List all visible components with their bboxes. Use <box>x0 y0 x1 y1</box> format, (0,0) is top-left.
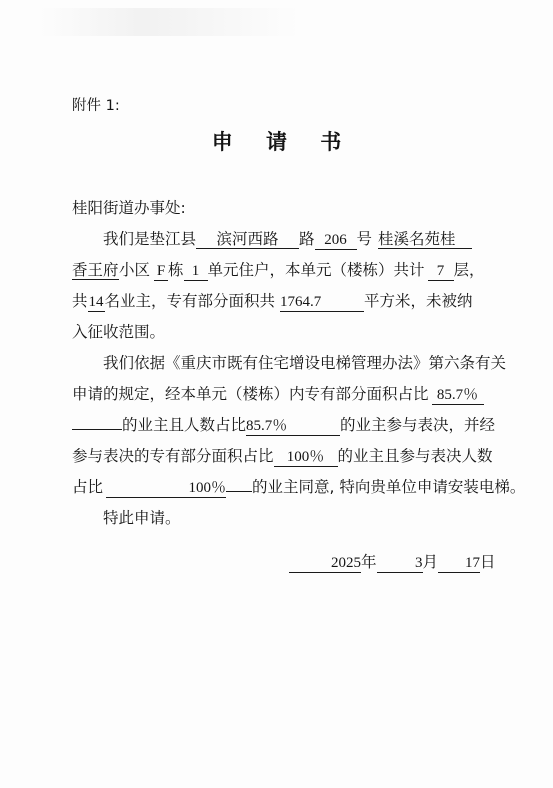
date-year-field: 2025 <box>289 555 361 573</box>
p1-text-10: 平方米，未被纳 <box>364 292 473 310</box>
p2-line1: 我们依据《重庆市既有住宅增设电梯管理办法》第六条有关 <box>103 354 507 372</box>
community-name-part2: 香王府 <box>72 261 119 279</box>
date-month-field: 3 <box>377 555 423 573</box>
road-number-field: 206 <box>315 232 357 250</box>
attachment-label: 附件 1: <box>72 98 120 114</box>
p1-text-6: 单元住户，本单元（楼栋）共计 <box>207 261 425 279</box>
p2-text-6: 的业主且参与表决人数 <box>337 447 493 465</box>
p1-text-7: 层， <box>453 261 485 279</box>
p1-line3 <box>72 291 473 312</box>
agree-people-ratio-blank-tail <box>226 491 252 492</box>
p1-text-2: 路 <box>299 230 315 248</box>
scan-artifact <box>40 8 300 36</box>
p2-line2 <box>72 384 484 405</box>
owners-field: 14 <box>88 294 104 310</box>
people-ratio-field: 85.7％ <box>246 418 340 436</box>
date-month-label: 月 <box>422 553 439 571</box>
addressee: 桂阳街道办事处: <box>72 199 186 217</box>
area-field: 1764.7 <box>280 294 364 312</box>
unit-field: 1 <box>184 263 208 281</box>
document-title: 申 请 书 <box>211 130 355 154</box>
floors-field: 7 <box>428 263 454 281</box>
p2-line5 <box>72 477 525 498</box>
p2-text-5: 参与表决的专有部分面积占比 <box>72 447 274 465</box>
p2-line3 <box>72 415 495 436</box>
p1-line4: 入征收范围。 <box>72 323 166 341</box>
building-field: F <box>154 263 168 281</box>
p1-text-4: 小区 <box>119 261 151 279</box>
date-line <box>289 552 496 573</box>
agree-people-ratio-field: 100％ <box>106 480 226 498</box>
area-ratio-blank-continued <box>72 429 122 430</box>
date-day-label: 日 <box>480 553 496 571</box>
p1-line1 <box>103 229 472 250</box>
p2-text-2: 申请的规定，经本单元（楼栋）内专有部分面积占比 <box>72 385 429 403</box>
community-name-part1: 桂溪名苑桂 <box>378 231 472 249</box>
p2-text-7: 占比 <box>72 478 104 496</box>
p2-text-4: 的业主参与表决，并经 <box>340 416 496 434</box>
road-name-field: 滨河西路 <box>196 231 299 249</box>
p2-text-3: 的业主且人数占比 <box>122 416 247 434</box>
p1-text-1: 我们是垫江县 <box>103 230 197 248</box>
p1-text-9: 名业主，专有部分面积共 <box>104 292 276 310</box>
p2-text-8: 的业主同意, 特向贵单位申请安装电梯。 <box>252 478 526 496</box>
closing-text: 特此申请。 <box>103 509 181 527</box>
agree-area-ratio-field: 100％ <box>274 449 338 467</box>
date-year-label: 年 <box>361 553 377 571</box>
p1-text-3: 号 <box>356 230 373 248</box>
area-ratio-field: 85.7％ <box>432 387 484 405</box>
p1-text-5: 栋 <box>168 261 184 279</box>
p1-text-8: 共 <box>72 292 88 310</box>
p2-line4 <box>72 446 493 467</box>
p1-line2 <box>72 260 485 281</box>
date-day-field: 17 <box>438 555 480 573</box>
